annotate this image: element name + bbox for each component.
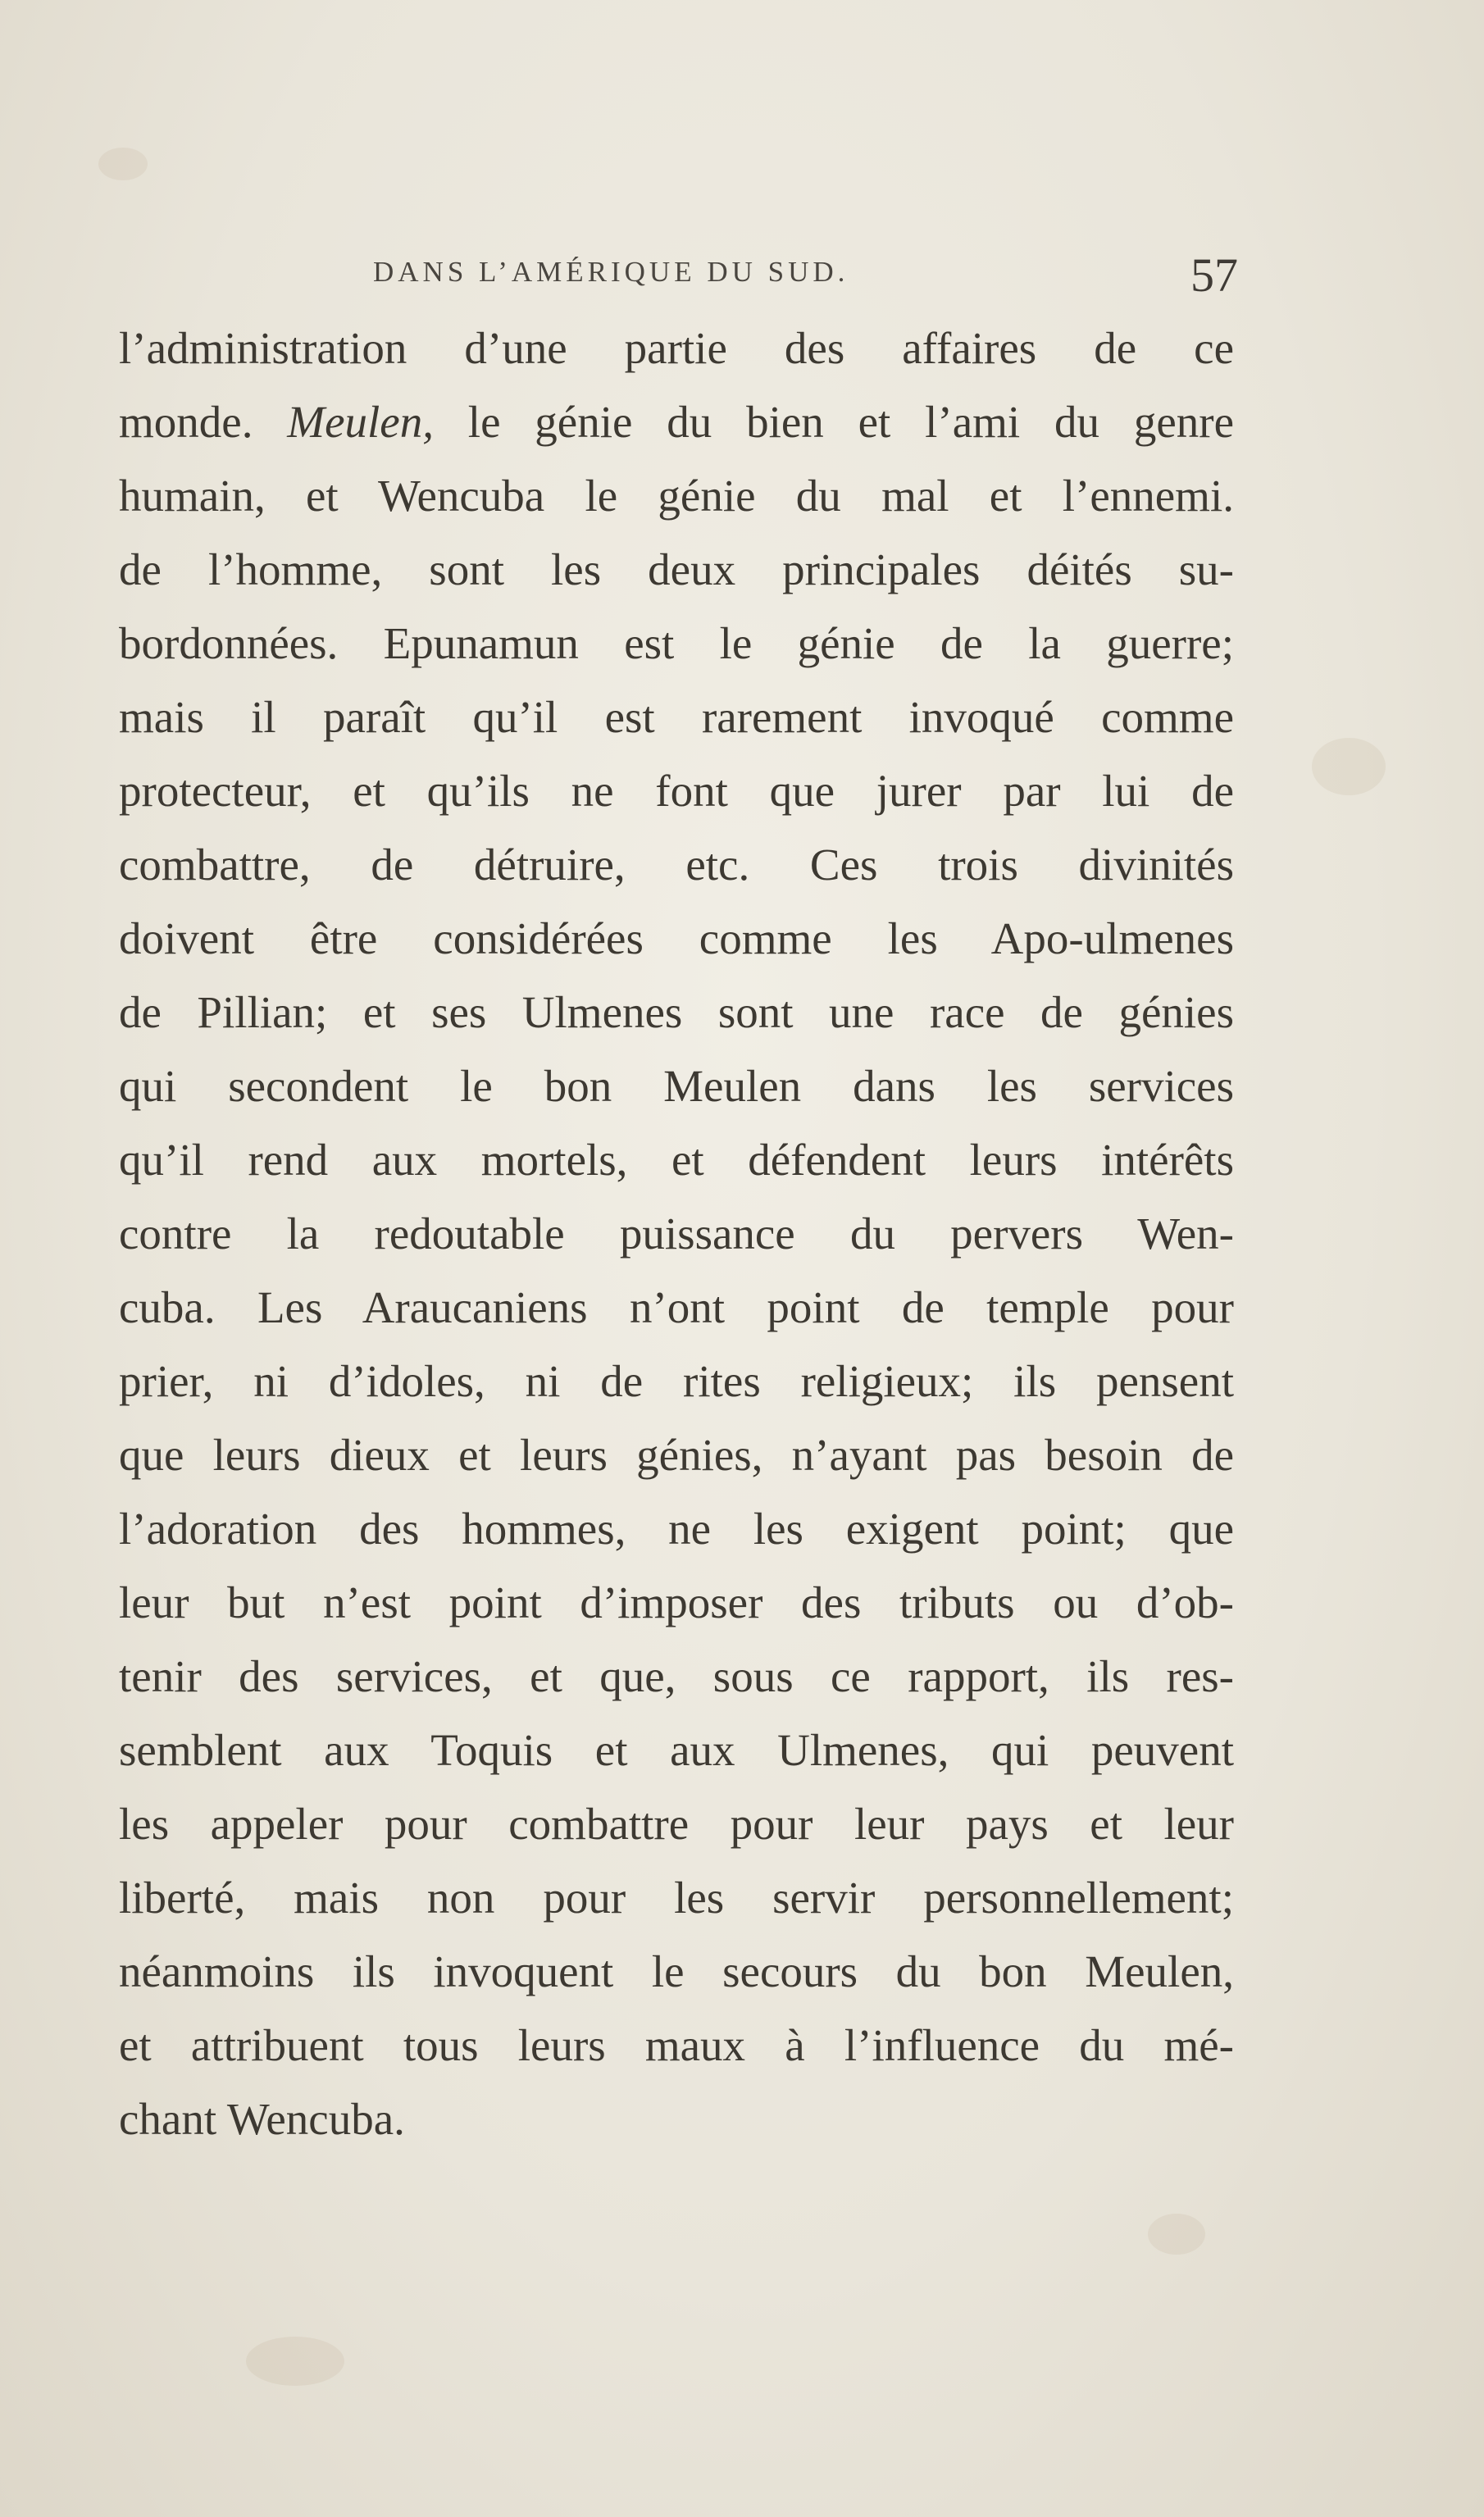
paper-stain: [1148, 2214, 1205, 2255]
text-line: qu’il rend aux mortels, et défendent leurs intérêts: [119, 1135, 1234, 1185]
body-text: [119, 312, 1234, 2156]
text-line: l’administration d’une partie des affaires de ce: [119, 323, 1234, 373]
text-line: les appeler pour combattre pour leur pays et leur: [119, 1799, 1234, 1849]
text-line: qui secondent le bon Meulen dans les services: [119, 1061, 1234, 1111]
text-line: et attribuent tous leurs maux à l’influence du mé-: [119, 2020, 1234, 2070]
text-line: bordonnées. Epunamun est le génie de la guerre;: [119, 618, 1234, 668]
text-line: leur but n’est point d’imposer des tributs ou d’ob-: [119, 1577, 1234, 1627]
text-line: de Pillian; et ses Ulmenes sont une race de génies: [119, 987, 1234, 1037]
page-number: 57: [1190, 248, 1238, 302]
text-line: cuba. Les Araucaniens n’ont point de temple pour: [119, 1282, 1234, 1332]
text-fragment: le génie du bien et l’ami du genre: [433, 397, 1234, 447]
paper-stain: [246, 2337, 344, 2386]
text-line: contre la redoutable puissance du pervers Wen-: [119, 1208, 1234, 1258]
text-line: protecteur, et qu’ils ne font que jurer par lui de: [119, 766, 1234, 816]
text-line: mais il paraît qu’il est rarement invoqué comme: [119, 692, 1234, 742]
text-line: doivent être considérées comme les Apo-ulmenes: [119, 913, 1234, 963]
text-line: tenir des services, et que, sous ce rapport, ils res-: [119, 1651, 1234, 1701]
text-line: que leurs dieux et leurs génies, n’ayant pas besoin de: [119, 1430, 1234, 1480]
text-line: humain, et Wencuba le génie du mal et l’ennemi.: [119, 471, 1234, 521]
text-line: l’adoration des hommes, ne les exigent point; que: [119, 1504, 1234, 1554]
running-head: DANS L’AMÉRIQUE DU SUD.: [373, 256, 849, 288]
emphasized-name: Meulen,: [287, 397, 434, 447]
text-line: semblent aux Toquis et aux Ulmenes, qui peuvent: [119, 1725, 1234, 1775]
text-line: prier, ni d’idoles, ni de rites religieux; ils pensent: [119, 1356, 1234, 1406]
paper-stain: [98, 148, 148, 180]
text-line: [119, 385, 1234, 459]
text-line: combattre, de détruire, etc. Ces trois divinités: [119, 840, 1234, 890]
text-line: néanmoins ils invoquent le secours du bon Meulen,: [119, 1946, 1234, 1996]
text-fragment: monde.: [119, 397, 288, 447]
text-line: de l’homme, sont les deux principales déités su-: [119, 544, 1234, 594]
text-line: chant Wencuba.: [119, 2094, 405, 2144]
text-line: liberté, mais non pour les servir personnellement;: [119, 1873, 1234, 1923]
paper-stain: [1312, 738, 1386, 795]
